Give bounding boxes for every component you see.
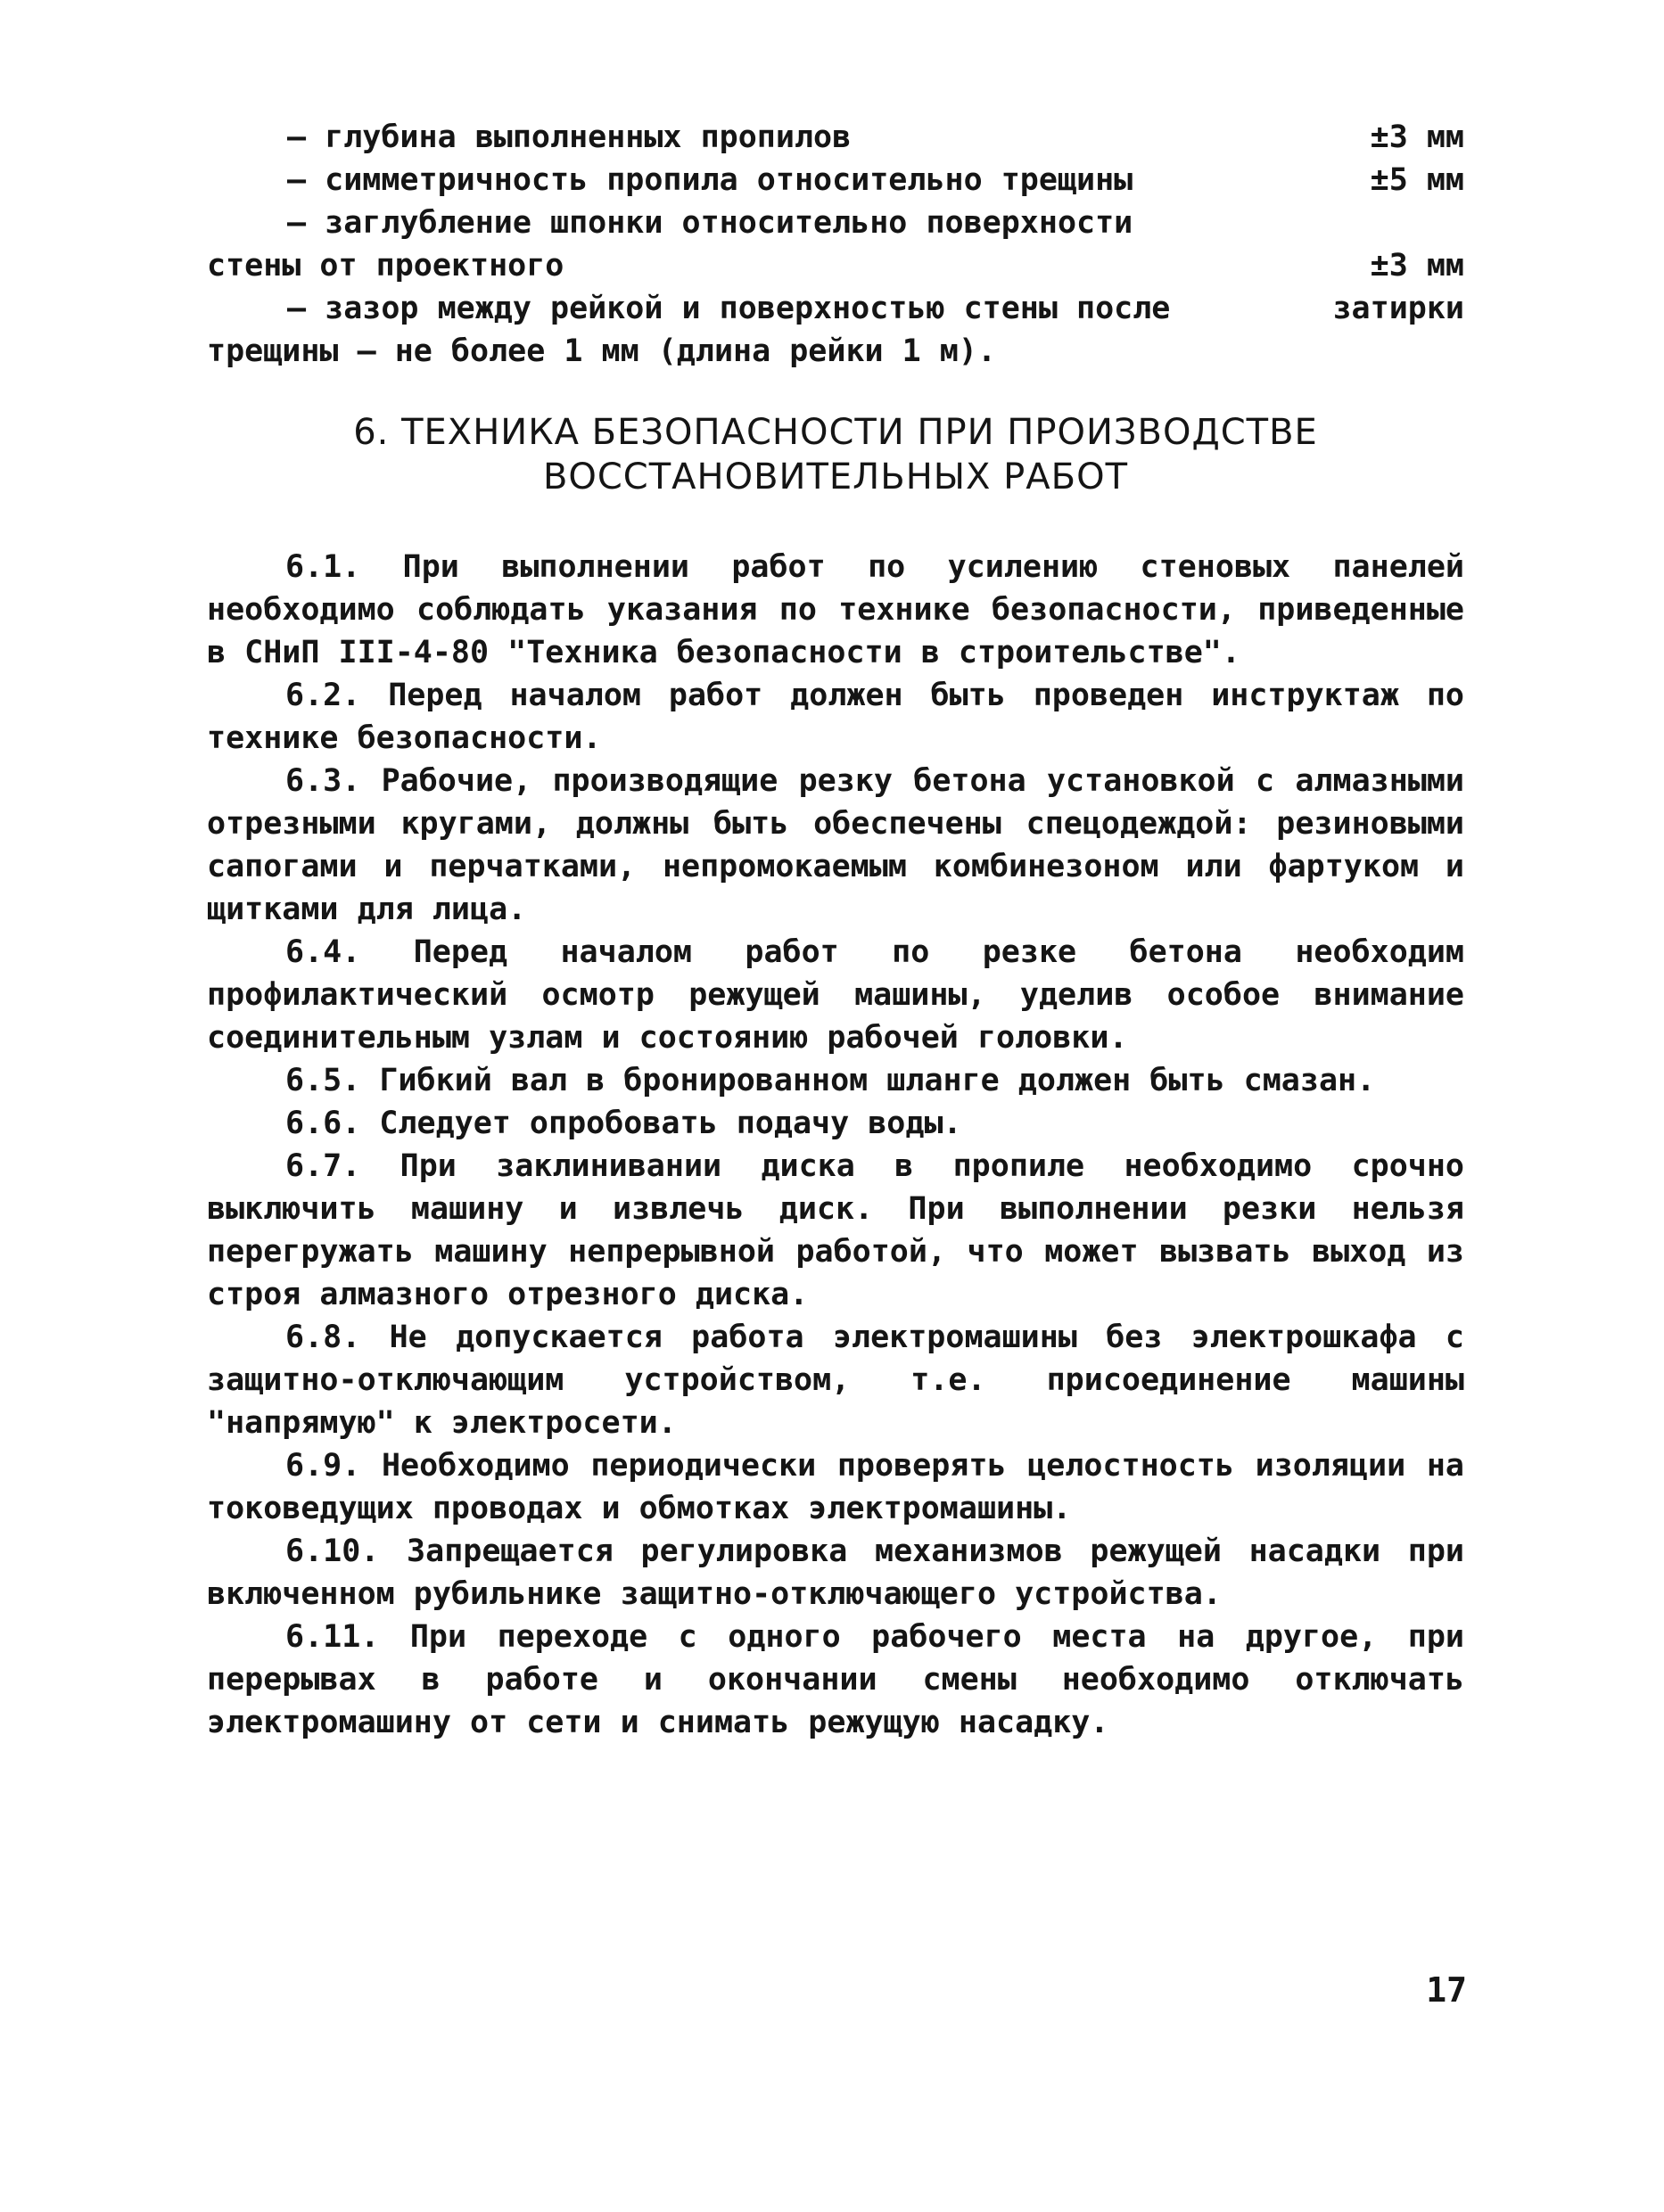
tolerance-row <box>207 244 1464 287</box>
tolerance-row <box>207 116 1464 159</box>
tolerance-value: затирки <box>1332 291 1464 326</box>
tolerance-row <box>207 159 1464 201</box>
tolerance-value: ±3 мм <box>1370 248 1464 284</box>
tolerance-text: стены от проектного <box>207 248 564 284</box>
paragraph-6-6: 6.6. Следует опробовать подачу воды. <box>285 1106 962 1141</box>
tolerance-text: – симметричность пропила относительно трещины <box>287 162 1133 198</box>
tolerance-row <box>207 201 1464 244</box>
paragraph-6-2: 6.2. Перед началом работ должен быть проведен инструктаж по технике безопасности. <box>207 678 1464 756</box>
tolerance-text: – глубина выполненных пропилов <box>287 119 852 155</box>
section-title-line-2: ВОССТАНОВИТЕЛЬНЫХ РАБОТ <box>542 456 1129 497</box>
paragraph-6-10: 6.10. Запрещается регулировка механизмов режущей насадки при включенном рубильнике защитно-отключающего устройства. <box>207 1534 1464 1612</box>
paragraph-6-3: 6.3. Рабочие, производящие резку бетона установкой с алмазными отрезными кругами, должны быть обеспечены спецодеждой: резиновыми сапогами и перчатками, непромокаемым комбинезоном или фартуком и щитками для лица. <box>207 763 1464 927</box>
paragraph-6-1: 6.1. При выполнении работ по усилению стеновых панелей необходимо соблюдать указания по технике безопасности, приведенные в СНиП III-4-80 "Техника безопасности в строительстве". <box>207 549 1464 670</box>
tolerance-row <box>207 287 1464 330</box>
section-heading <box>207 410 1464 499</box>
tolerance-text: – зазор между рейкой и поверхностью стены после <box>287 291 1171 326</box>
section-title-line-1: 6. ТЕХНИКА БЕЗОПАСНОСТИ ПРИ ПРОИЗВОДСТВЕ <box>353 412 1318 453</box>
paragraph-6-9: 6.9. Необходимо периодически проверять целостность изоляции на токоведущих проводах и обмотках электромашины. <box>207 1448 1464 1526</box>
tolerance-value: ±3 мм <box>1370 119 1464 155</box>
paragraph-6-4: 6.4. Перед началом работ по резке бетона необходим профилактический осмотр режущей машины, уделив особое внимание соединительным узлам и состоянию рабочей головки. <box>207 934 1464 1056</box>
tolerance-text: – заглубление шпонки относительно поверхности <box>287 205 1133 241</box>
page-number: 17 <box>1426 1970 1467 2010</box>
paragraph-6-11: 6.11. При переходе с одного рабочего места на другое, при перерывах в работе и окончании смены необходимо отключать электромашину от сети и снимать режущую насадку. <box>207 1619 1464 1740</box>
tolerance-list <box>207 116 1464 373</box>
tolerance-value: ±5 мм <box>1370 162 1464 198</box>
paragraph-6-5: 6.5. Гибкий вал в бронированном шланге должен быть смазан. <box>285 1063 1376 1098</box>
paragraph-6-7: 6.7. При заклинивании диска в пропиле необходимо срочно выключить машину и извлечь диск. При выполнении резки нельзя перегружать машину непрерывной работой, что может вызвать выход из строя алмазного отрезного диска. <box>207 1148 1464 1312</box>
tolerance-text: трещины – не более 1 мм (длина рейки 1 м). <box>207 333 997 369</box>
tolerance-row <box>207 330 1464 373</box>
section-body <box>207 546 1464 1744</box>
paragraph-6-8: 6.8. Не допускается работа электромашины без электрошкафа с защитно-отключающим устройством, т.е. присоединение машины "напрямую" к электросети. <box>207 1320 1464 1441</box>
